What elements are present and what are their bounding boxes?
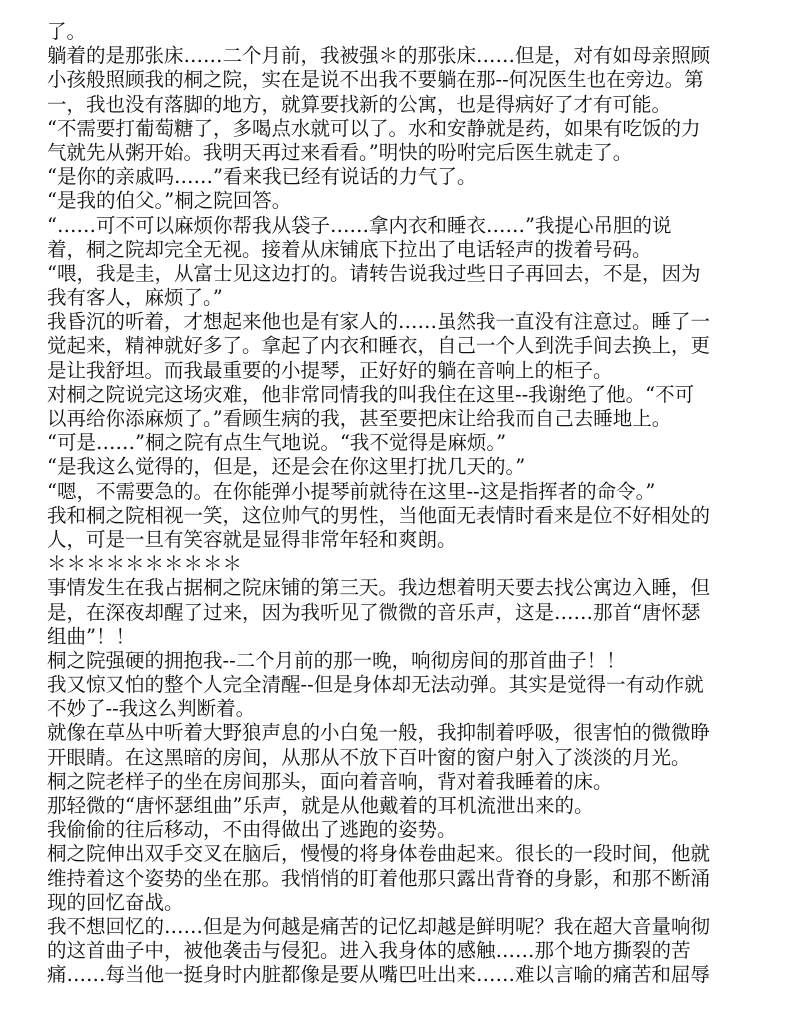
text-line: 一，我也没有落脚的地方，就算要找新的公寓，也是得病好了才有可能。 [47,92,672,116]
text-line: “是你的亲戚吗……”看来我已经有说话的力气了。 [47,165,477,189]
text-line: 小孩般照顾我的桐之院，实在是说不出我不要躺在那--何况医生也在旁边。第 [47,68,704,92]
text-line: 对桐之院说完这场灾难，他非常同情我的叫我住在这里--我谢绝了他。“不可 [47,382,695,406]
text-line: 桐之院老样子的坐在房间那头，面向着音响，背对着我睡着的床。 [47,769,613,793]
text-line: 现的回忆奋战。 [47,890,184,914]
text-line: 不妙了--我这么判断着。 [47,697,256,721]
text-line: 躺着的是那张床……二个月前，我被强＊的那张床……但是，对有如母亲照顾 [47,44,711,68]
text-line: 组曲”！！ [47,624,135,648]
text-line: “嗯，不需要急的。在你能弹小提琴前就待在这里--这是指挥者的命令。” [47,479,656,503]
text-line: “是我的伯父。”桐之院回答。 [47,189,292,213]
text-line: 觉起来，精神就好多了。拿起了内衣和睡衣，自己一个人到洗手间去换上，更 [47,334,711,358]
text-line: “喂，我是圭，从富士见这边打的。请转告说我过些日子再回去，不是，因为 [47,261,701,285]
text-line: 人，可是一旦有笑容就是显得非常年轻和爽朗。 [47,527,457,551]
text-line: 就像在草丛中听着大野狼声息的小白兔一般，我抑制着呼吸，很害怕的微微睁 [47,721,711,745]
text-line: 我昏沉的听着，才想起来他也是有家人的……虽然我一直没有注意过。睡了一 [47,310,711,334]
text-line: 我不想回忆的……但是为何越是痛苦的记忆却越是鲜明呢？我在超大音量响彻 [47,914,711,938]
text-line: 维持着这个姿势的坐在那。我悄悄的盯着他那只露出背脊的身影，和那不断涌 [47,866,711,890]
text-line: 着，桐之院却完全无视。接着从床铺底下拉出了电话轻声的拨着号码。 [47,237,652,261]
text-line: 我和桐之院相视一笑，这位帅气的男性，当他面无表情时看来是位不好相处的 [47,503,711,527]
text-line: 我又惊又怕的整个人完全清醒--但是身体却无法动弹。其实是觉得一有动作就 [47,673,704,697]
text-line: 桐之院伸出双手交叉在脑后，慢慢的将身体卷曲起来。很长的一段时间，他就 [47,842,711,866]
text-line: 那轻微的“唐怀瑟组曲”乐声，就是从他戴着的耳机流泄出来的。 [47,794,594,817]
text-line: “是我这么觉得的，但是，还是会在你这里打扰几天的。” [47,455,526,479]
text-line: “……可不可以麻烦你帮我从袋子……拿内衣和睡衣……”我提心吊胆的说 [47,213,672,237]
text-line: 的这首曲子中，被他袭击与侵犯。进入我身体的感触……那个地方撕裂的苦 [47,939,691,963]
text-line: “可是……”桐之院有点生气地说。“我不觉得是麻烦。” [47,431,507,455]
text-line: 我有客人，麻烦了。” [47,286,223,310]
text-line: 以再给你添麻烦了。”看顾生病的我，甚至要把床让给我而自己去睡地上。 [47,407,672,430]
text-line: 痛……每当他一挺身时内脏都像是要从嘴巴吐出来……难以言喻的痛苦和屈辱 [47,963,711,987]
text-line: 气就先从粥开始。我明天再过来看看。”明快的吩咐完后医生就走了。 [47,140,633,164]
text-line: “不需要打葡萄糖了，多喝点水就可以了。水和安静就是药，如果有吃饭的力 [47,116,701,140]
text-line: 我偷偷的往后移动，不由得做出了逃跑的姿势。 [47,818,457,842]
text-line: 开眼睛。在这黑暗的房间，从那从不放下百叶窗的窗户射入了淡淡的月光。 [47,745,691,769]
text-line: 是让我舒坦。而我最重要的小提琴，正好好的躺在音响上的柜子。 [47,358,613,382]
text-line: 桐之院强硬的拥抱我--二个月前的那一晚，响彻房间的那首曲子！！ [47,648,626,672]
text-line: 是，在深夜却醒了过来，因为我听见了微微的音乐声，这是……那首“唐怀瑟 [47,600,701,624]
text-line: 事情发生在我占据桐之院床铺的第三天。我边想着明天要去找公寓边入睡，但 [47,576,711,600]
scene-break: ＊＊＊＊＊＊＊＊＊＊ [47,552,243,576]
text-line: 了。 [47,20,87,43]
